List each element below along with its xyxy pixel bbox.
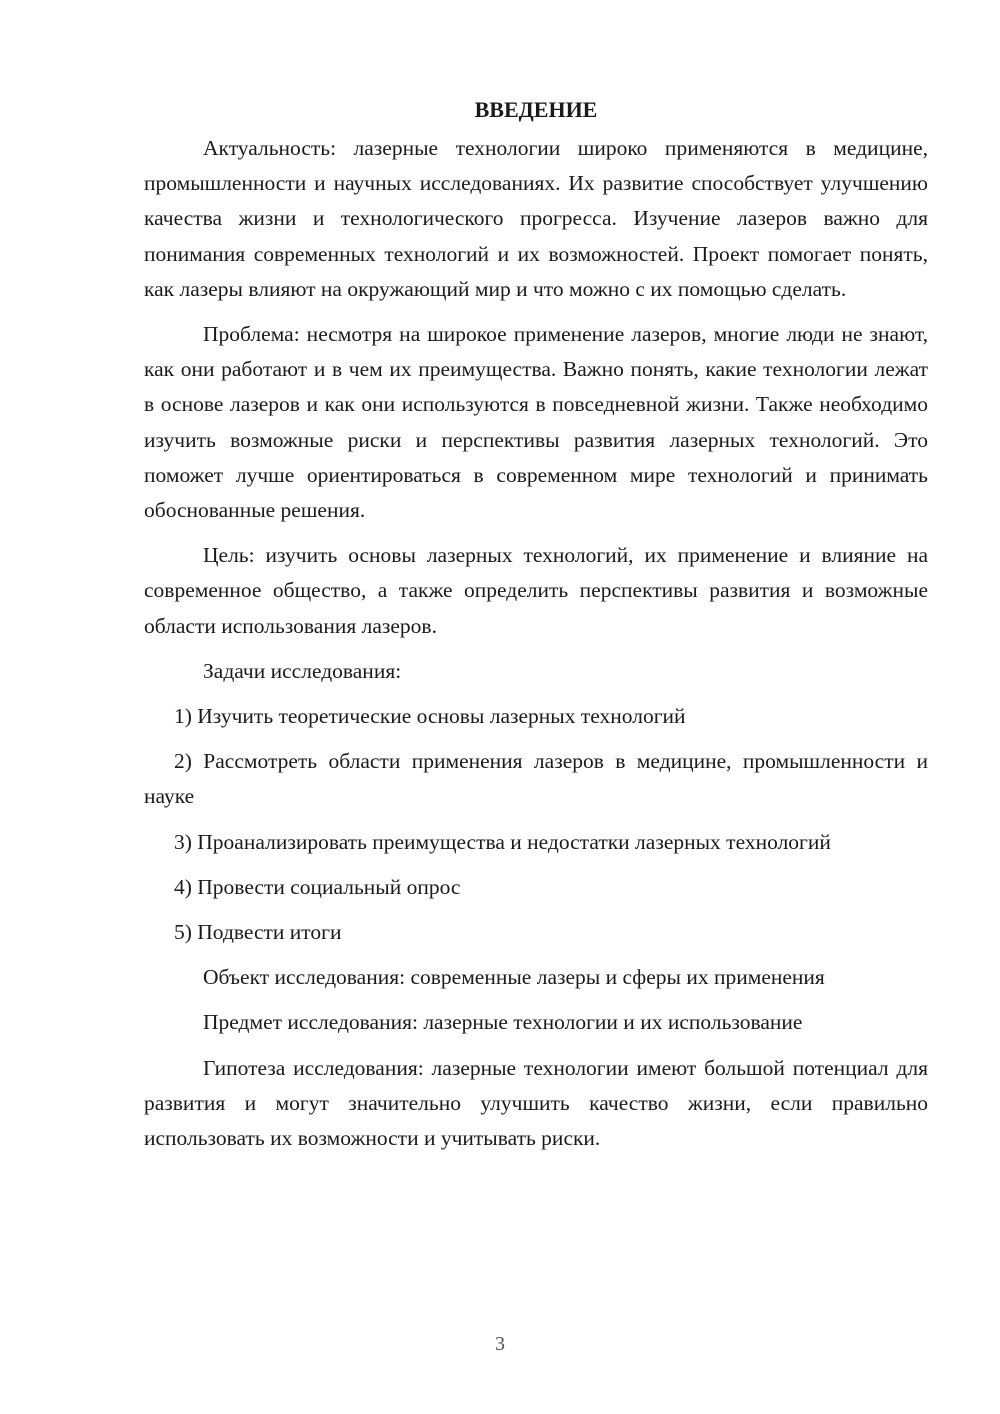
task-item-1: 1) Изучить теоретические основы лазерных технологий (174, 704, 686, 729)
hypothesis-paragraph: Гипотеза исследования: лазерные технологии имеют большой потенциал для развития и могут значительно улучшить качество жизни, если правильно использовать их возможности и учитывать риски. (144, 1055, 928, 1151)
tasks-heading: Задачи исследования: (203, 658, 402, 683)
goal-paragraph: Цель: изучить основы лазерных технологий, их применение и влияние на современное общество, а также определить перспективы развития и возможные области использования лазеров. (144, 543, 928, 638)
page-number: 3 (495, 1333, 505, 1355)
object-paragraph: Объект исследования: современные лазеры и сферы их применения (203, 965, 825, 990)
task-item-2: 2) Рассмотреть области применения лазеров в медицине, промышленности и науке (144, 749, 928, 809)
document-page (144, 92, 928, 1166)
section-title: ВВЕДЕНИЕ (474, 97, 598, 122)
problem-paragraph: Проблема: несмотря на широкое применение лазеров, многие люди не знают, как они работают и в чем их преимущества. Важно понять, какие технологии лежат в основе лазеров и как они используются в повседневной жизни. Также необходимо изучить возможные риски и перспективы развития лазерных технологий. Это поможет лучше ориентироваться в современном мире технологий и принимать обоснованные решения. (144, 322, 928, 523)
task-item-3: 3) Проанализировать преимущества и недостатки лазерных технологий (174, 829, 831, 854)
relevance-paragraph: Актуальность: лазерные технологии широко применяются в медицине, промышленности и научных исследованиях. Их развитие способствует улучшению качества жизни и технологического прогресса. Изучение лазеров важно для понимания современных технологий и их возможностей. Проект помогает понять, как лазеры влияют на окружающий мир и что можно с их помощью сделать. (144, 136, 928, 301)
subject-paragraph: Предмет исследования: лазерные технологии и их использование (203, 1010, 803, 1035)
task-item-5: 5) Подвести итоги (174, 920, 342, 945)
task-item-4: 4) Провести социальный опрос (174, 874, 461, 899)
